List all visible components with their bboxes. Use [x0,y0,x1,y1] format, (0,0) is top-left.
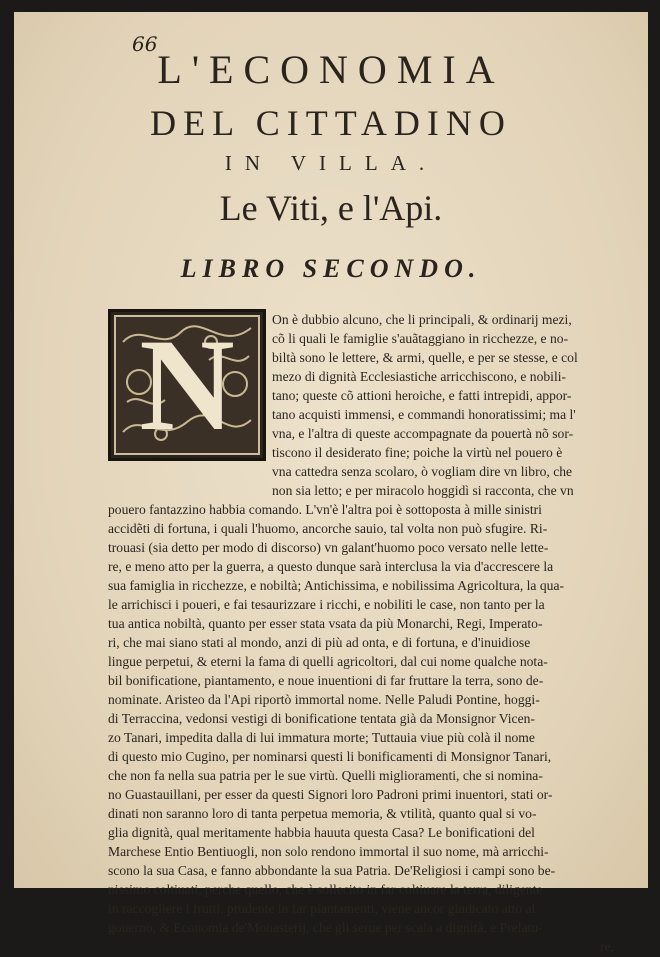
text-line: gouerno, & Economia de'Monasterij, che gli serue per scala a dignità, e Prelatu- [108,920,543,935]
text-line: nissimo coltiuati, perche quello, che è sollecito in far coltiuare la terra, diligente [108,882,543,897]
text-line: di Terraccina, vedonsi vestigi di bonificatione tentata già da Monsignor Vicen- [108,711,535,726]
text-line: trouasi (sia detto per modo di discorso) vn galant'huomo poco versato nelle lette- [108,540,549,555]
title-line-1: L'ECONOMIA [157,47,505,92]
text-line: le arrichisci i poueri, e fai tesaurizzare i ricchi, e nobiliti le case, non tanto per la [108,597,545,612]
text-line: biltà sono le lettere, & armi, quelle, e per se stesse, e col [272,350,578,365]
text-line: re, e meno atto per la guerra, a questo dunque sarà interclusa la via d'accrescere la [108,559,554,574]
text-line: tiscono il desiderato fine; poiche la virtù nel pouero è [272,445,563,460]
text-line: Marchese Entio Bentiuogli, non solo rendono immortal il suo nome, mà arricchi- [108,844,549,859]
text-line: nominate. Aristeo da l'Api riportò immortal nome. Nelle Paludi Pontine, hoggi- [108,692,540,707]
text-line: non sia letto; e per miracolo hoggidì si racconta, che vn [272,483,574,498]
page-number: 66 [132,32,158,56]
text-line: cõ li quali le famiglie s'auãtaggiano in ricchezze, e no- [272,331,569,346]
decorated-initial [108,309,266,461]
text-line: no Guastauillani, per esser da questi Signori loro Padroni primi inuentori, stati or- [108,787,553,802]
text-line: tano acquisti immensi, e commandi honoratissimi; ma l' [272,407,576,422]
title-line-2: DEL CITTADINO [150,103,512,143]
text-line: mezo di dignità Ecclesiastiche arricchiscono, e nobili- [272,369,567,384]
text-line: zo Tanari, impedita dalla di lui immatura morte; Tuttauia viue più colà il nome [108,730,535,745]
text-line: On è dubbio alcuno, che li principali, & ordinarij mezi, [272,312,572,327]
text-line: scono la sua Casa, e fanno abbondante la sua Patria. De'Religiosi i campi sono be- [108,863,556,878]
text-line: in raccogliere i frutti, prudente in far piantamenti, viene ancor giudicato atto al [108,901,536,916]
text-line: re, [600,939,614,954]
text-line: ri, che mai siano stati al mondo, anzi di più ad onta, e di fortuna, e d'inuidiose [108,635,531,650]
text-line: tano; queste cõ attioni heroiche, e fatti intrepidi, appor- [272,388,572,403]
text-line: bil bonificatione, piantamento, e noue inuentioni di far fruttare la terra, sono de- [108,673,544,688]
text-line: tua antica nobiltà, quanto per esser stata vsata da più Monarchi, Regi, Imperato- [108,616,543,631]
text-line: accidẽti di fortuna, i quali l'huomo, ancorche sauio, tal volta non può sfugire. Ri- [108,521,548,536]
text-line: pouero fantazzino habbia comando. L'vn'è l'altra poi è sottoposta à mille sinistri [108,502,542,517]
title-line-3: IN VILLA. [224,151,438,175]
subtitle: Le Viti, e l'Api. [219,188,443,228]
book-title: LIBRO SECONDO. [180,254,482,283]
text-line: che non fa nella sua patria per le sue virtù. Quelli miglioramenti, che si nomina- [108,768,543,783]
text-line: glia dignità, qual meritamente habbia hauuta questa Casa? Le bonificationi del [108,825,535,840]
text-line: dinati non saranno loro di tanta perpetua memoria, & vtilità, quanto qual si vo- [108,806,537,821]
text-line: sua famiglia in ricchezze, e nobiltà; Antichissima, e nobilissima Agricoltura, la qua- [108,578,565,593]
text-line: vna, e l'altra di queste accompagnate da pouertà nõ sor- [272,426,574,441]
initial-letter: N [139,311,235,458]
text-line: lingue perpetui, & eterni la fama di quelli agricoltori, dal cui nome qualche nota- [108,654,548,669]
text-line: vna cattedra senza scolaro, ò vogliam dire vn libro, che [272,464,573,479]
text-line: di questo mio Cugino, per nominarsi questi li bonificamenti di Monsignor Tanari, [108,749,552,764]
book-page [14,12,648,954]
